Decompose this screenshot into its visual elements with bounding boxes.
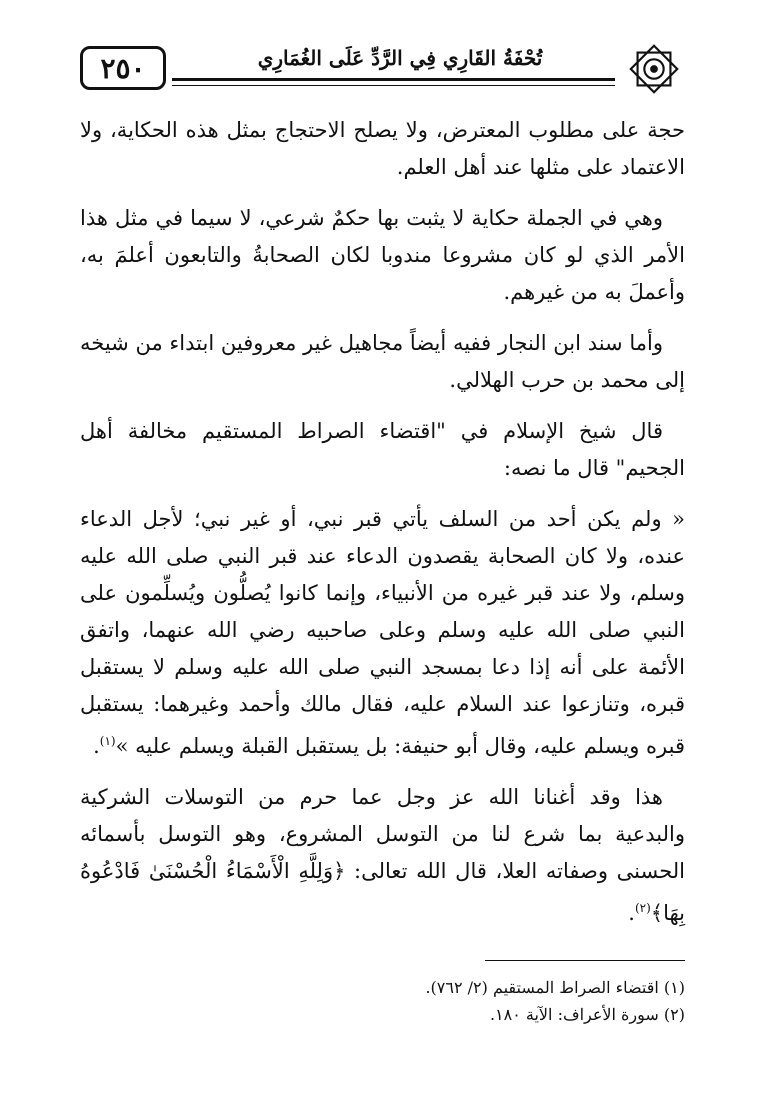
main-text bbox=[80, 112, 685, 946]
footnote-ref-2: (٢) bbox=[634, 901, 651, 915]
header-rule bbox=[172, 78, 615, 81]
paragraph-2: وهي في الجملة حكاية لا يثبت بها حكمٌ شرعي، لا سيما في مثل هذا الأمر الذي لو كان مشروعا مندوبا لكان الصحابةُ والتابعون أعلمَ به، وأعملَ به من غيرهم. bbox=[80, 206, 685, 304]
quote-paragraph: « ولم يكن أحد من السلف يأتي قبر نبي، أو غير نبي؛ لأجل الدعاء عنده، ولا كان الصحابة يقصدون الدعاء عند قبر النبي صلى الله عليه وسلم، ولا عند قبر غيره من الأنبياء، وإنما كانوا يُصلُّون ويُسلِّمون على النبي صلى الله عليه وسلم وعلى صاحبيه رضي الله عنهما، واتفق الأئمة على أنه إذا دعا بمسجد النبي صلى الله عليه وسلم لا يستقبل قبره، وتنازعوا عند السلام عليه، فقال مالك وأحمد وغيرهما: يستقبل قبره ويسلم عليه، وقال أبو حنيفة: بل يستقبل القبلة ويسلم عليه »$^{(١)}$. bbox=[80, 507, 685, 758]
paragraph-4: قال شيخ الإسلام في "اقتضاء الصراط المستقيم مخالفة أهل الجحيم" قال ما نصه: bbox=[80, 419, 685, 480]
footnote-1: (١) اقتضاء الصراط المستقيم (٢/ ٧٦٢). bbox=[425, 978, 685, 997]
footnotes bbox=[80, 974, 685, 1028]
page-number: ٢٥٠ bbox=[80, 46, 166, 90]
paragraph-1: حجة على مطلوب المعترض، ولا يصلح الاحتجاج بمثل هذه الحكاية، ولا الاعتماد على مثلها عند أهل العلم. bbox=[80, 118, 685, 179]
footnote-ref-1: (١) bbox=[99, 734, 116, 748]
footnote-2: (٢) سورة الأعراف: الآية ١٨٠. bbox=[489, 1005, 685, 1024]
closing-text: هذا وقد أغنانا الله عز وجل عما حرم من التوسلات الشركية والبدعية بما شرع لنا من التوسل المشروع، وهو التوسل بأسمائه الحسنى وصفاته العلا، قال الله تعالى: ﴿وَلِلَّهِ الْأَسْمَاءُ الْحُسْنَىٰ فَادْعُوهُ بِهَا﴾ bbox=[80, 785, 685, 925]
page-header bbox=[80, 40, 685, 102]
paragraph-3: وأما سند ابن النجار ففيه أيضاً مجاهيل غير معروفين ابتداء من شيخه إلى محمد بن حرب الهلالي. bbox=[80, 331, 685, 392]
footnote-separator bbox=[485, 960, 685, 961]
running-title: تُحْفَةُ القَارِي فِي الرَّدِّ عَلَى الغُمَارِي bbox=[257, 46, 543, 70]
quote-text: « ولم يكن أحد من السلف يأتي قبر نبي، أو غير نبي؛ لأجل الدعاء عنده، ولا كان الصحابة يقصدون الدعاء عند قبر النبي صلى الله عليه وسلم، ولا عند قبر غيره من الأنبياء، وإنما كانوا يُصلُّون ويُسلِّمون على النبي صلى الله عليه وسلم وعلى صاحبيه رضي الله عنهما، واتفق الأئمة على أنه إذا دعا بمسجد النبي صلى الله عليه وسلم لا يستقبل قبره، وتنازعوا عند السلام عليه، فقال مالك وأحمد وغيرهما: يستقبل قبره ويسلم عليه، وقال أبو حنيفة: بل يستقبل القبلة ويسلم عليه » bbox=[80, 507, 685, 758]
closing-paragraph: هذا وقد أغنانا الله عز وجل عما حرم من التوسلات الشركية والبدعية بما شرع لنا من التوسل المشروع، وهو التوسل بأسمائه الحسنى وصفاته العلا، قال الله تعالى: ﴿وَلِلَّهِ الْأَسْمَاءُ الْحُسْنَىٰ فَادْعُوهُ بِهَا﴾$^{(٢)}$. bbox=[80, 785, 685, 925]
star-ornament-icon bbox=[625, 40, 683, 98]
header-rule-thin bbox=[172, 85, 615, 86]
